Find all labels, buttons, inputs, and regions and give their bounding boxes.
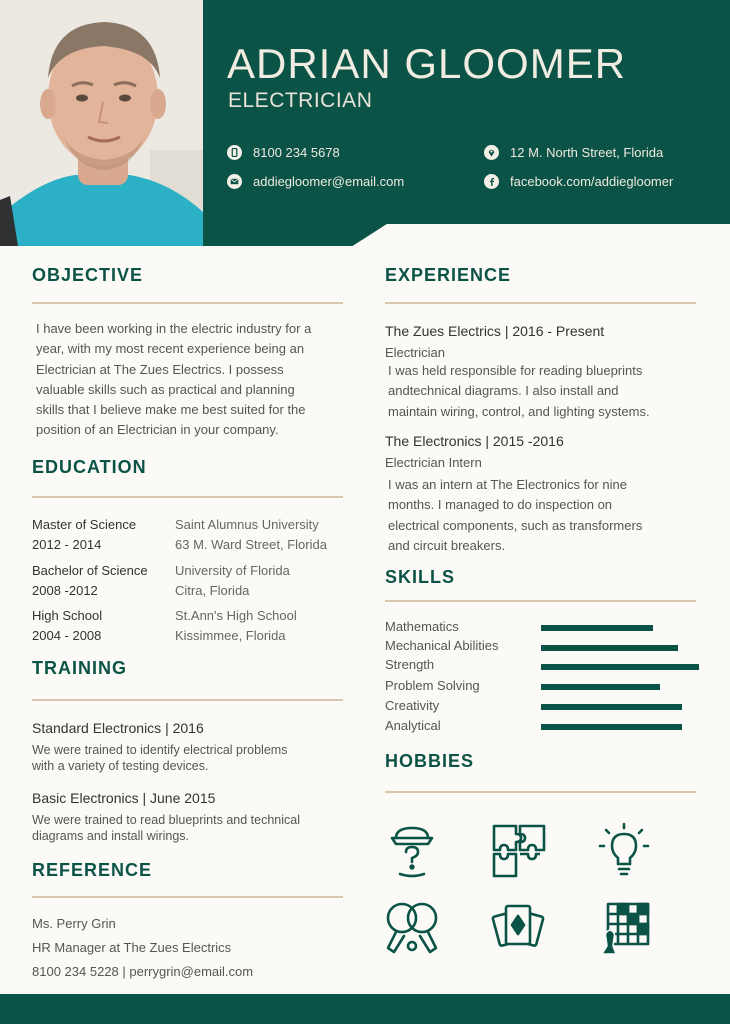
school: St.Ann's High School	[175, 608, 297, 623]
skill-bar	[541, 625, 653, 631]
divider	[32, 699, 343, 701]
ping-pong-icon	[382, 898, 442, 958]
skill-label: Mechanical Abilities	[385, 638, 499, 653]
puzzle-icon	[488, 820, 548, 880]
experience-heading: The Zues Electrics | 2016 - Present	[385, 323, 605, 339]
objective-title: OBJECTIVE	[32, 265, 144, 285]
lightbulb-icon	[594, 820, 654, 880]
experience-description: I was an intern at The Electronics for nine months. I managed to do inspection on electrical components, such as transformers and circuit breakers.	[388, 477, 643, 553]
contact-email	[227, 174, 404, 189]
years: 2008 -2012	[32, 583, 98, 598]
address-text: 12 M. North Street, Florida	[510, 145, 664, 160]
years: 2012 - 2014	[32, 537, 102, 552]
reference-contact: 8100 234 5228 | perrygrin@email.com	[32, 964, 254, 979]
footer-band	[0, 994, 730, 1024]
skill-label: Strength	[385, 657, 435, 672]
education-school	[175, 606, 297, 646]
location: Citra, Florida	[175, 583, 250, 598]
divider	[32, 496, 343, 498]
divider	[385, 791, 696, 793]
chess-icon	[594, 898, 654, 958]
divider	[32, 896, 343, 898]
skills-title: SKILLS	[385, 567, 456, 587]
contact-phone	[227, 145, 340, 160]
profile-photo	[0, 0, 203, 246]
playing-cards-icon	[488, 898, 548, 958]
mystery-hat-icon	[382, 820, 442, 880]
location: Kissimmee, Florida	[175, 628, 286, 643]
location: 63 M. Ward Street, Florida	[175, 537, 327, 552]
contact-address	[484, 145, 663, 160]
divider	[385, 600, 696, 602]
training-description: We were trained to read blueprints and technical diagrams and install wirings.	[32, 813, 300, 843]
education-entry	[32, 606, 102, 646]
experience-heading: The Electronics | 2015 -2016	[385, 433, 564, 449]
hobbies-title: HOBBIES	[385, 751, 475, 771]
education-entry	[32, 515, 136, 555]
contact-facebook	[484, 174, 673, 189]
skill-bar	[541, 724, 682, 730]
training-title: TRAINING	[32, 658, 127, 678]
skill-bar	[541, 704, 682, 710]
objective-text: I have been working in the electric industry for a year, with my most recent experience being an Electrician at The Zues Electrics. I possess valuable skills such as practical and planning skills that I believe make me best suited for the position of an Electrician in your company.	[36, 321, 312, 438]
reference-title: REFERENCE	[32, 860, 153, 880]
experience-role: Electrician Intern	[385, 455, 482, 470]
degree: Bachelor of Science	[32, 563, 148, 578]
candidate-name: ADRIAN GLOOMER	[227, 40, 627, 87]
experience-description: I was held responsible for reading blueprints andtechnical diagrams. I also install and maintain wiring, control, and lighting systems.	[388, 363, 650, 419]
skill-bar	[541, 684, 660, 690]
skill-label: Analytical	[385, 718, 441, 733]
skill-label: Mathematics	[385, 619, 459, 634]
facebook-link[interactable]: facebook.com/addiegloomer	[510, 174, 674, 189]
candidate-role: ELECTRICIAN	[228, 89, 373, 112]
skill-bar	[541, 645, 678, 651]
phone-text: 8100 234 5678	[253, 145, 340, 160]
experience-role: Electrician	[385, 345, 445, 360]
school: Saint Alumnus University	[175, 517, 319, 532]
years: 2004 - 2008	[32, 628, 102, 643]
email-link[interactable]: addiegloomer@email.com	[253, 174, 405, 189]
degree: Master of Science	[32, 517, 137, 532]
phone-icon	[227, 145, 242, 160]
reference-position: HR Manager at The Zues Electrics	[32, 940, 232, 955]
divider	[32, 302, 343, 304]
skill-label: Problem Solving	[385, 678, 480, 693]
location-pin-icon	[484, 145, 499, 160]
training-description: We were trained to identify electrical problems with a variety of testing devices.	[32, 743, 288, 773]
skill-bar	[541, 664, 699, 670]
skill-label: Creativity	[385, 698, 440, 713]
degree: High School	[32, 608, 103, 623]
training-heading: Standard Electronics | 2016	[32, 720, 204, 736]
training-heading: Basic Electronics | June 2015	[32, 790, 216, 806]
education-entry	[32, 561, 148, 601]
facebook-icon	[484, 174, 499, 189]
school: University of Florida	[175, 563, 290, 578]
education-school	[175, 515, 327, 555]
education-school	[175, 561, 290, 601]
mail-icon	[227, 174, 242, 189]
divider	[385, 302, 696, 304]
reference-name: Ms. Perry Grin	[32, 916, 116, 931]
experience-title: EXPERIENCE	[385, 265, 512, 285]
education-title: EDUCATION	[32, 457, 147, 477]
